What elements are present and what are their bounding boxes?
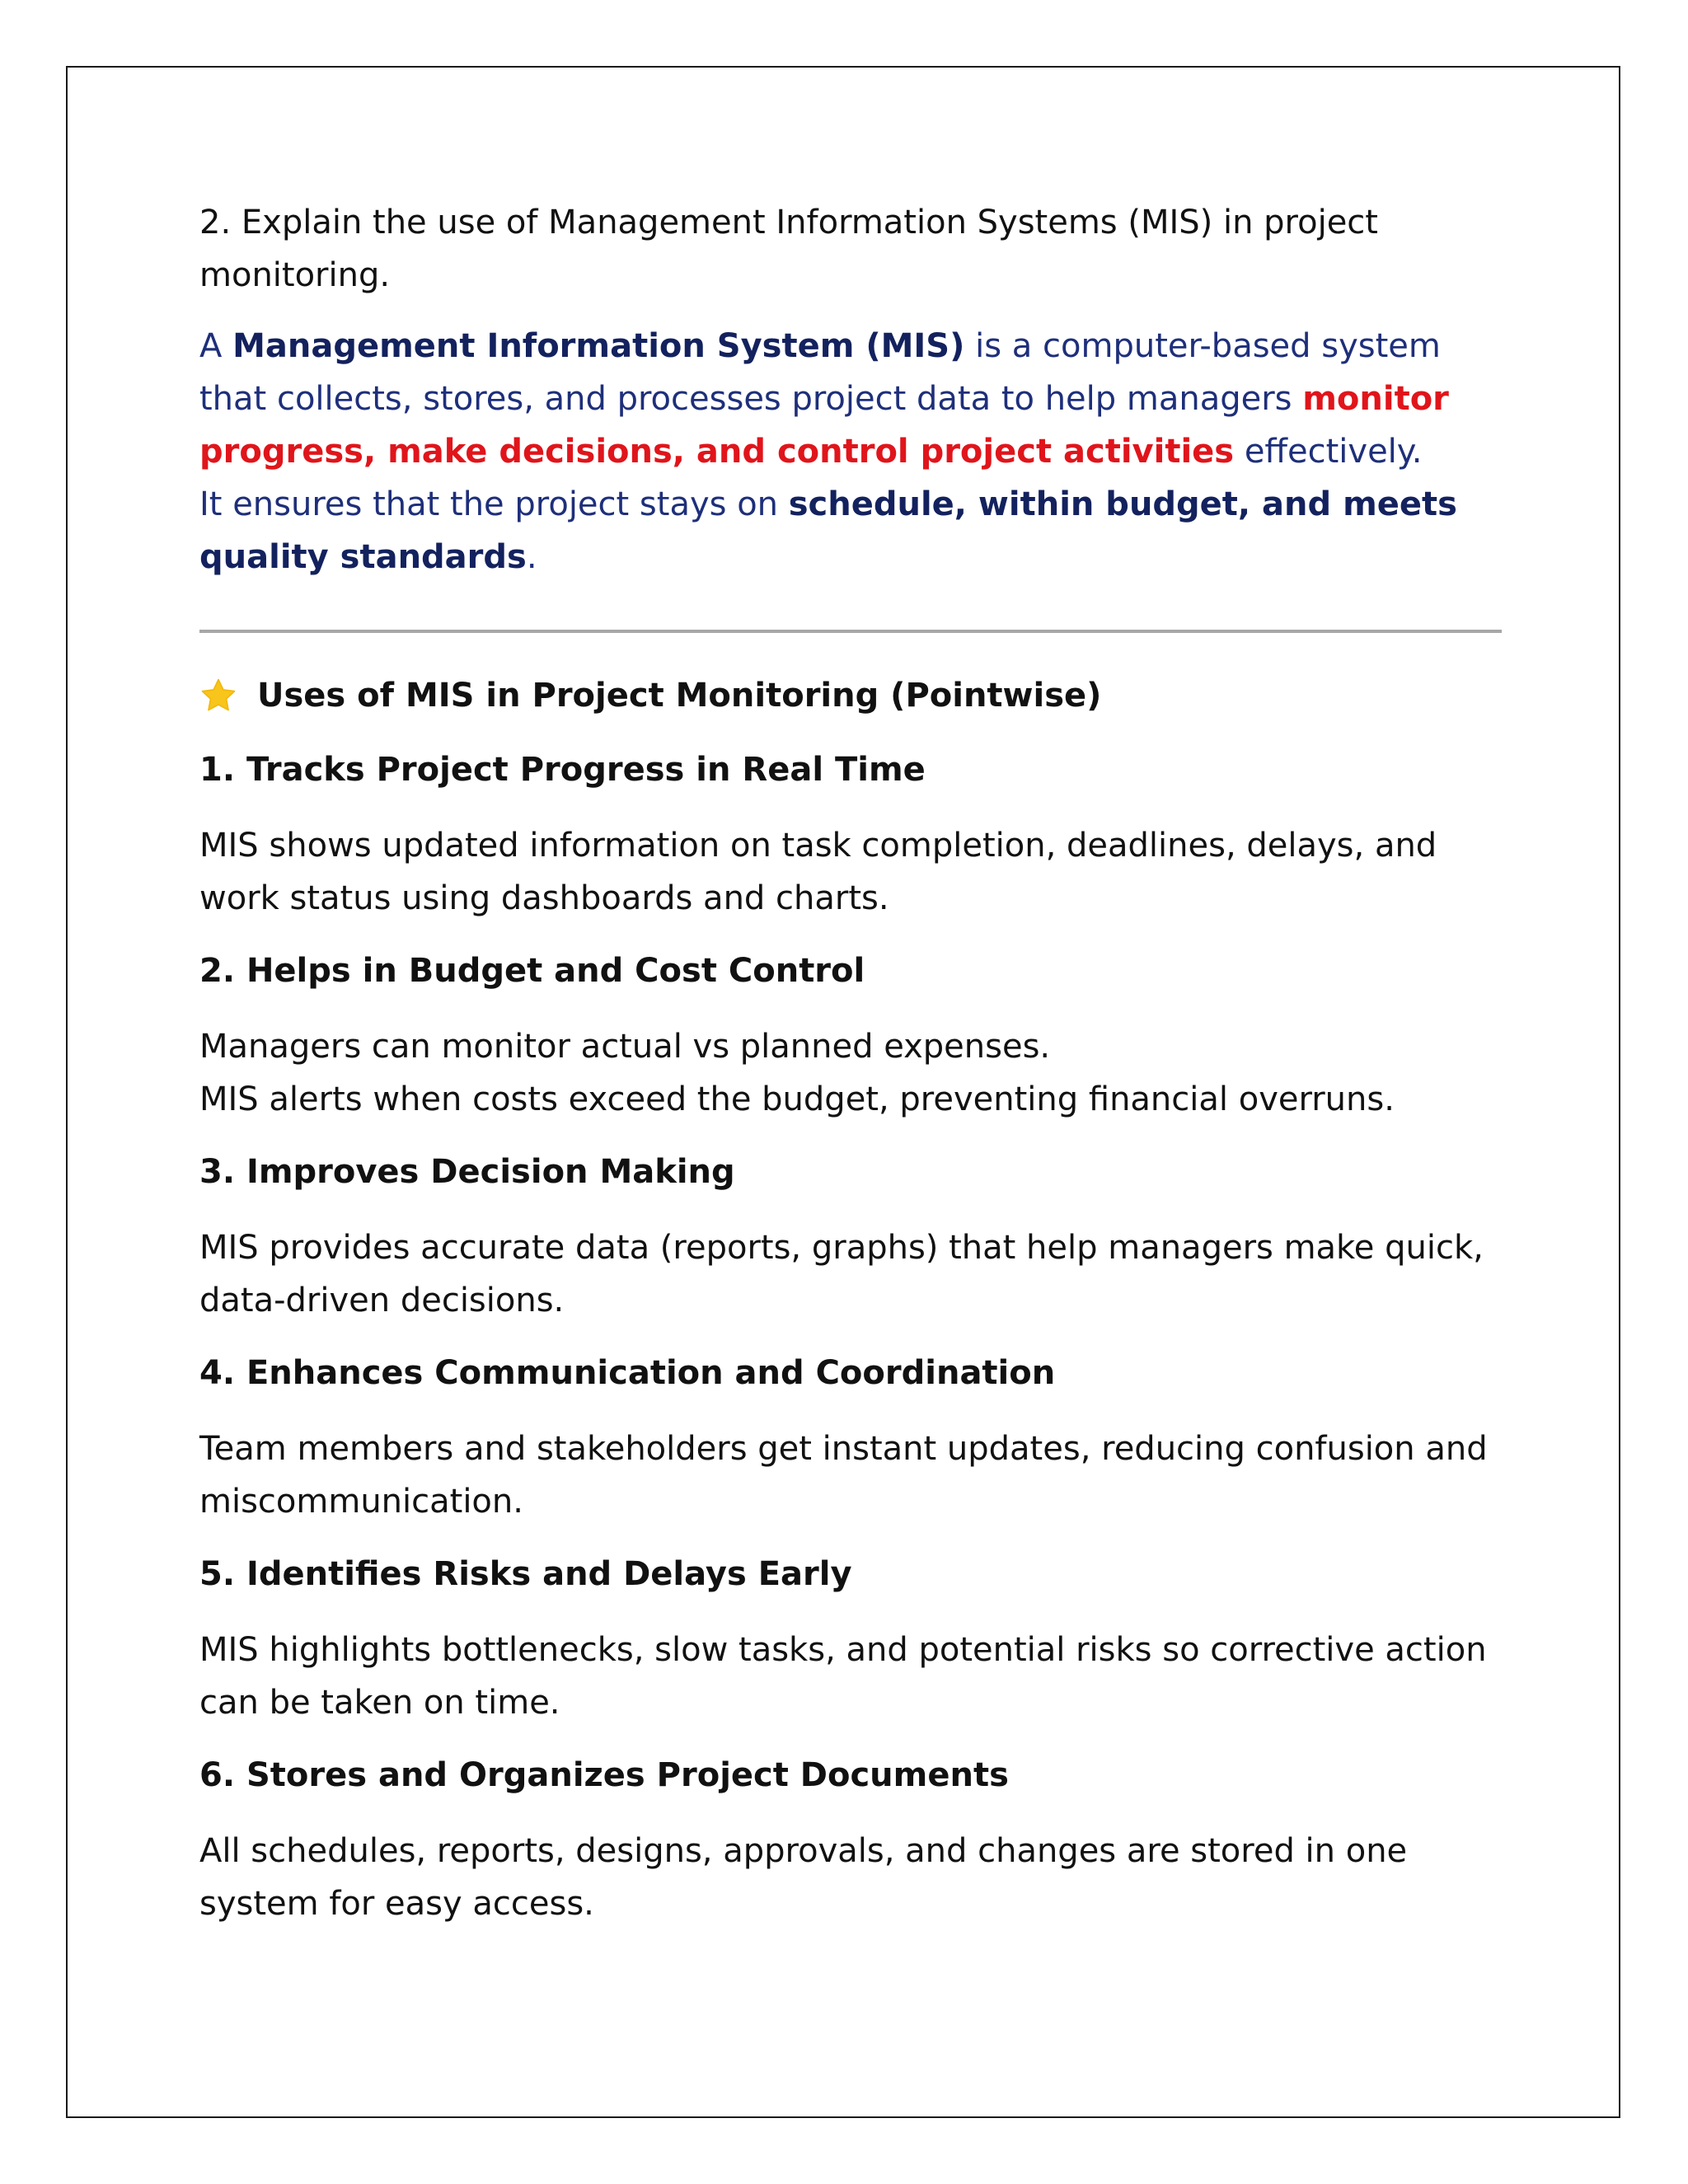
- item-heading: 1. Tracks Project Progress in Real Time: [199, 751, 926, 789]
- item-body-text: MIS shows updated information on task completion, deadlines, delays, and work status using dashboards and charts.: [199, 827, 1437, 917]
- item-body-text: Team members and stakeholders get instant updates, reducing confusion and miscommunication.: [199, 1430, 1488, 1521]
- item-heading: 2. Helps in Budget and Cost Control: [199, 952, 865, 990]
- horizontal-divider: [199, 630, 1502, 633]
- intro-text: is a computer-based system that collects, stores, and processes project data to help managers: [199, 327, 1441, 418]
- item-heading: 6. Stores and Organizes Project Documents: [199, 1756, 1009, 1794]
- item-body: [199, 1624, 1502, 1729]
- item-heading: 5. Identifies Risks and Delays Early: [199, 1555, 852, 1593]
- item-body-text: MIS alerts when costs exceed the budget, preventing financial overruns.: [199, 1080, 1395, 1118]
- star-icon: [199, 677, 237, 715]
- item-heading: 3. Improves Decision Making: [199, 1153, 735, 1191]
- intro-text: .: [526, 538, 537, 576]
- item-body-text: Managers can monitor actual vs planned expenses.: [199, 1028, 1051, 1066]
- intro-text: effectively.: [1234, 433, 1423, 471]
- question-text: 2. Explain the use of Management Information Systems (MIS) in project monitoring.: [199, 204, 1378, 294]
- item-body-text: MIS provides accurate data (reports, graphs) that help managers make quick, data-driven decisions.: [199, 1229, 1484, 1319]
- item-body-text: All schedules, reports, designs, approvals, and changes are stored in one system for easy access.: [199, 1832, 1408, 1923]
- item-body-text: MIS highlights bottlenecks, slow tasks, and potential risks so corrective action can be taken on time.: [199, 1631, 1487, 1722]
- item-body: [199, 819, 1502, 925]
- item-heading: 4. Enhances Communication and Coordination: [199, 1354, 1056, 1392]
- item-body: [199, 1422, 1502, 1528]
- mis-term: Management Information System (MIS): [232, 327, 965, 365]
- item-body: [199, 1221, 1502, 1327]
- section-title: [199, 671, 1502, 720]
- intro-definition: [199, 320, 1502, 583]
- intro-text: It ensures that the project stays on: [199, 485, 789, 523]
- section-title-text: Uses of MIS in Project Monitoring (Pointwise): [257, 677, 1102, 715]
- document-content: [199, 196, 1502, 1952]
- intro-highlight-red: monitor progress, make decisions, and control project activities: [199, 380, 1449, 471]
- uses-list: [199, 745, 1502, 1930]
- item-body: [199, 1020, 1502, 1126]
- intro-text: A: [199, 327, 233, 365]
- item-body: [199, 1825, 1502, 1930]
- intro-highlight-navy: schedule, within budget, and meets quality standards: [199, 485, 1457, 576]
